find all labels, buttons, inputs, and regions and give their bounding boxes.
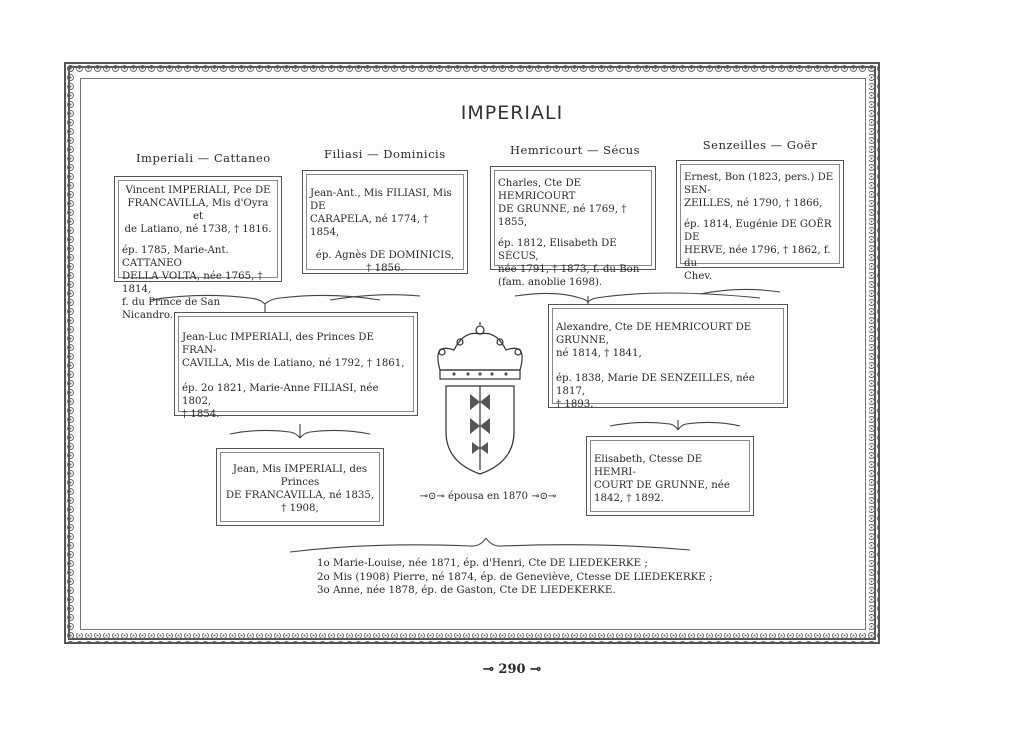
person-text: Jean-Ant., Mis FILIASI, Mis DE CARAPELA, né 1774, † 1854, xyxy=(310,188,452,238)
person-text: Charles, Cte DE HEMRICOURT DE GRUNNE, né 1769, † 1855, xyxy=(498,178,627,228)
page-number: ⊸ 290 ⊸ xyxy=(483,662,541,677)
person-text: Ernest, Bon (1823, pers.) DE SEN- ZEILLES, né 1790, † 1866, xyxy=(684,172,834,209)
person-text: Vincent IMPERIALI, Pce DE FRANCAVILLA, Mis d'Oyra et de Latiano, né 1738, † 1816. xyxy=(124,185,272,235)
marriage-link-label: ⊸⊙⊸ épousa en 1870 ⊸⊙⊸ xyxy=(419,491,557,502)
person-box-alexandre-hemricourt xyxy=(548,304,788,408)
person-text: Elisabeth, Ctesse DE HEMRI- COURT DE GRUNNE, née 1842, † 1892. xyxy=(594,454,730,504)
column-heading-filiasi-dominicis: Filiasi — Dominicis xyxy=(324,147,446,161)
coat-of-arms-icon xyxy=(424,322,536,478)
column-heading-senzeilles-goer: Senzeilles — Goër xyxy=(702,138,818,152)
page-title: IMPERIALI xyxy=(460,102,564,124)
person-text: Alexandre, Cte DE HEMRICOURT DE GRUNNE, né 1814, † 1841, xyxy=(556,322,752,359)
children-list: 1o Marie-Louise, née 1871, ép. d'Henri, Cte DE LIEDEKERKE ; 2o Mis (1908) Pierre, né 1874, ép. de Geneviève, Ctesse DE LIEDEKERKE ; 3o Anne, née 1878, ép. de Gaston, Cte DE LIEDEKERKE. xyxy=(317,557,713,596)
person-box-vincent-imperiali xyxy=(114,176,282,321)
person-box-charles-hemricourt xyxy=(490,166,656,288)
column-heading-hemricourt-secus: Hemricourt — Sécus xyxy=(510,143,641,157)
marriage-text: ép. 1785, Marie-Ant. CATTANEO DELLA VOLTA, née 1765, † 1814, f. du Prince de San Nicandro. xyxy=(122,245,263,321)
person-box-elisabeth-hemricourt xyxy=(586,436,754,516)
marriage-text: ép. 1838, Marie DE SENZEILLES, née 1817, † 1893. xyxy=(556,373,755,410)
children-brace xyxy=(270,532,710,558)
person-box-jean-imperiali xyxy=(216,448,384,526)
marriage-text: ép. 1814, Eugénie DE GOËR DE HERVE, née 1796, † 1862, f. du Chev. xyxy=(684,219,832,282)
person-text: Jean-Luc IMPERIALI, des Princes DE FRAN- CAVILLA, Mis de Latiano, né 1792, † 1861, xyxy=(182,332,405,369)
marriage-text: ép. 1812, Elisabeth DE SÉCUS, née 1791, † 1873, f. du Bon (fam. anoblie 1698). xyxy=(498,238,640,288)
person-text: Jean, Mis IMPERIALI, des Princes DE FRANCAVILLA, né 1835, † 1908, xyxy=(225,464,375,514)
marriage-text: ép. Agnès DE DOMINICIS, † 1856. xyxy=(315,250,455,274)
person-box-jean-luc-imperiali xyxy=(174,312,418,420)
marriage-text: ép. 2o 1821, Marie-Anne FILIASI, née 1802, † 1854. xyxy=(182,383,379,420)
column-heading-imperiali-cattaneo: Imperiali — Cattaneo xyxy=(136,151,271,165)
person-box-jean-ant-filiasi xyxy=(302,170,468,274)
person-box-ernest-senzeilles xyxy=(676,160,844,282)
